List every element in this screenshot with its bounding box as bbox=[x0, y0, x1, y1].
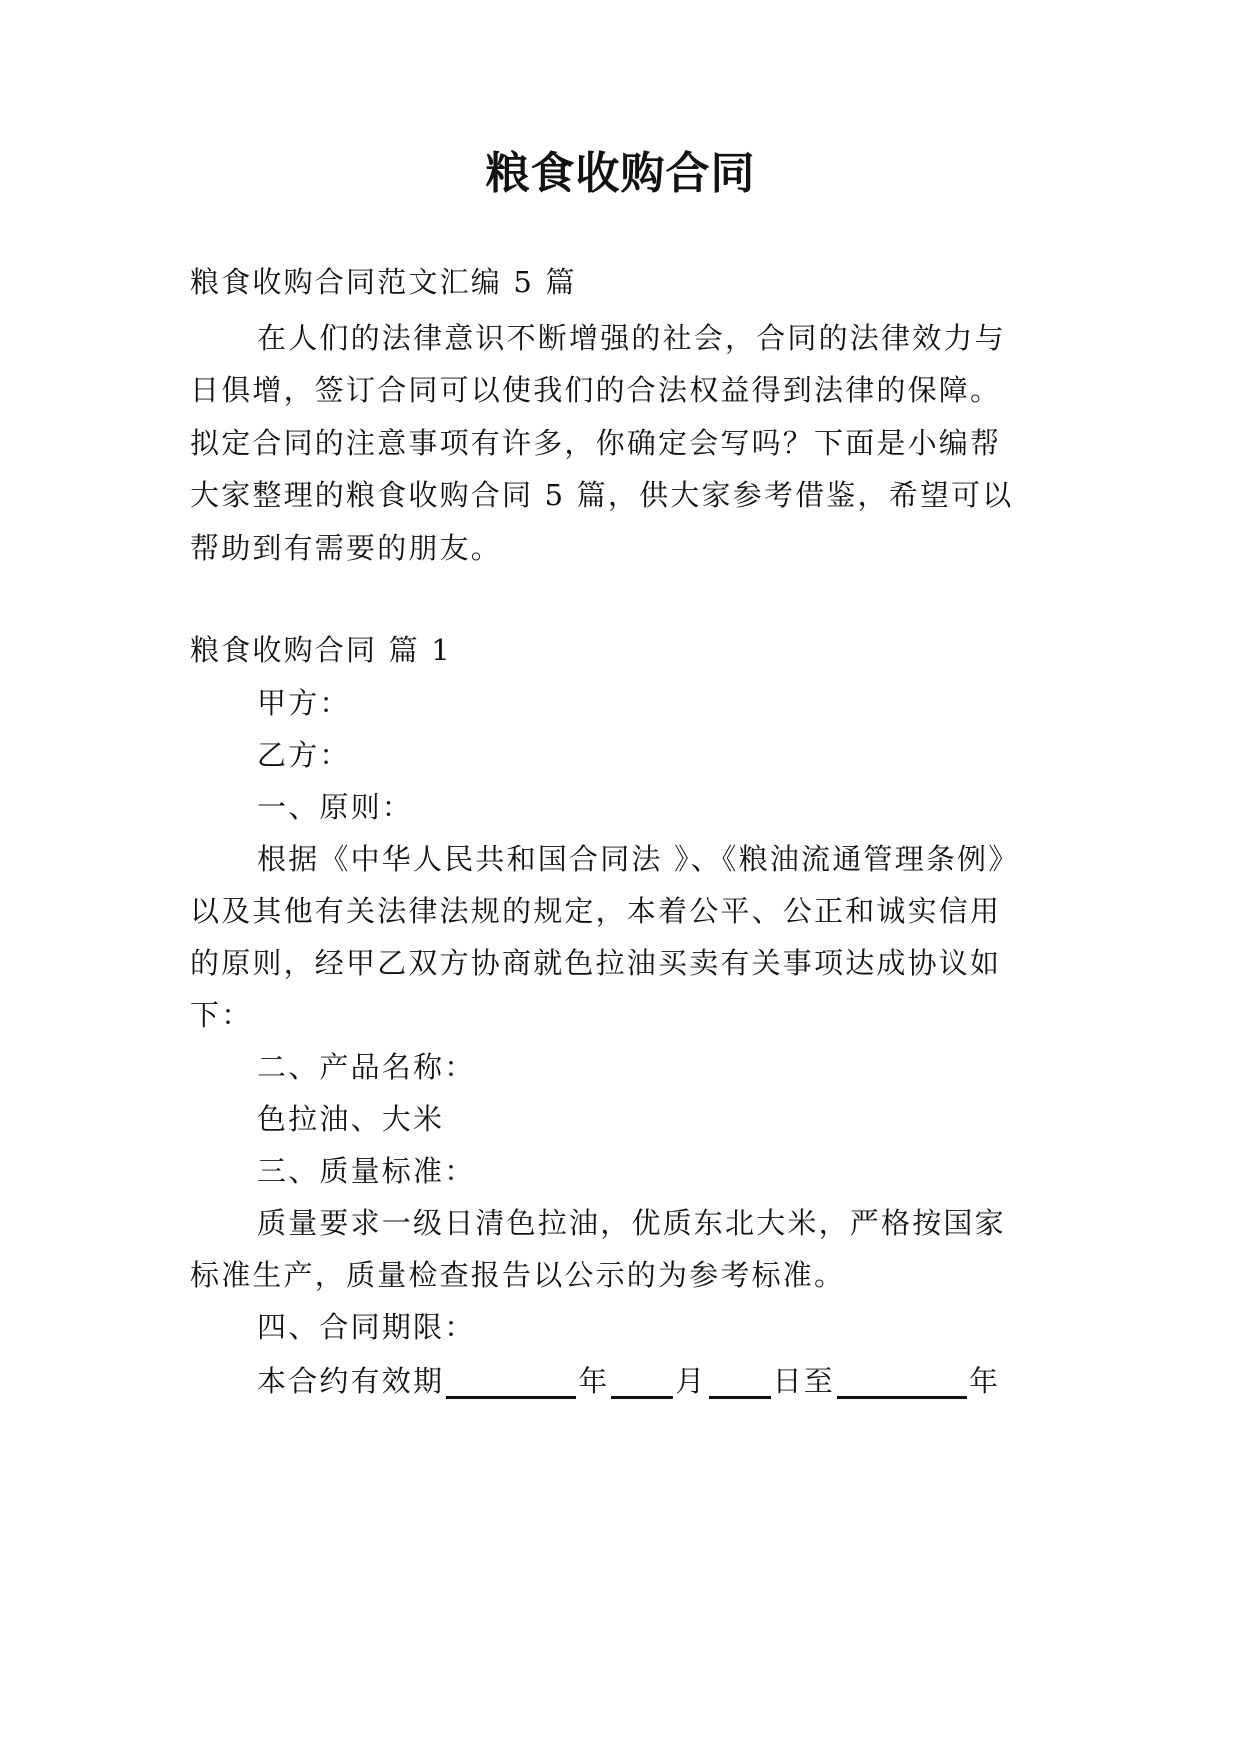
clause-2-text: 色拉油、大米 bbox=[257, 1102, 445, 1136]
clause-3-heading: 三、质量标准： bbox=[257, 1154, 476, 1188]
intro-line-3: 拟定合同的注意事项有许多，你确定会写吗？下面是小编帮 bbox=[190, 426, 1002, 460]
end-year-blank bbox=[837, 1362, 967, 1399]
party-b-label: 乙方： bbox=[257, 738, 351, 772]
document-title: 粮食收购合同 bbox=[485, 148, 756, 199]
term-end-year-label: 年 bbox=[969, 1364, 1001, 1399]
intro-line-1: 在人们的法律意识不断增强的社会，合同的法律效力与 bbox=[257, 321, 1006, 355]
clause-1-line-4: 下： bbox=[190, 998, 253, 1032]
document-subtitle: 粮食收购合同范文汇编 5 篇 bbox=[190, 265, 577, 299]
clause-3-line-2: 标准生产，质量检查报告以公示的为参考标准。 bbox=[190, 1258, 846, 1292]
clause-2-heading: 二、产品名称： bbox=[257, 1050, 476, 1084]
term-prefix: 本合约有效期 bbox=[257, 1364, 445, 1399]
clause-1-heading: 一、原则： bbox=[257, 790, 414, 824]
clause-4-heading: 四、合同期限： bbox=[257, 1310, 476, 1344]
party-a-label: 甲方： bbox=[257, 686, 351, 720]
term-year-label: 年 bbox=[578, 1364, 610, 1399]
intro-line-4: 大家整理的粮食收购合同 5 篇，供大家参考借鉴，希望可以 bbox=[190, 478, 1014, 512]
clause-1-line-3: 的原则，经甲乙双方协商就色拉油买卖有关事项达成协议如 bbox=[190, 946, 1002, 980]
day-blank bbox=[709, 1362, 771, 1399]
clause-1-line-1: 根据《中华人民共和国合同法 》、《粮油流通管理条例》 bbox=[257, 842, 1020, 876]
clause-3-line-1: 质量要求一级日清色拉油，优质东北大米，严格按国家 bbox=[257, 1206, 1006, 1240]
clause-4-term-line bbox=[257, 1362, 1000, 1399]
month-blank bbox=[611, 1362, 673, 1399]
section-heading: 粮食收购合同 篇 1 bbox=[190, 633, 452, 667]
year-blank bbox=[446, 1362, 576, 1399]
clause-1-line-2: 以及其他有关法律法规的规定，本着公平、公正和诚实信用 bbox=[190, 894, 1002, 928]
intro-line-5: 帮助到有需要的朋友。 bbox=[190, 531, 503, 565]
term-day-to-label: 日至 bbox=[772, 1364, 836, 1399]
term-month-label: 月 bbox=[675, 1364, 707, 1399]
intro-line-2: 日俱增，签订合同可以使我们的合法权益得到法律的保障。 bbox=[190, 373, 1002, 407]
